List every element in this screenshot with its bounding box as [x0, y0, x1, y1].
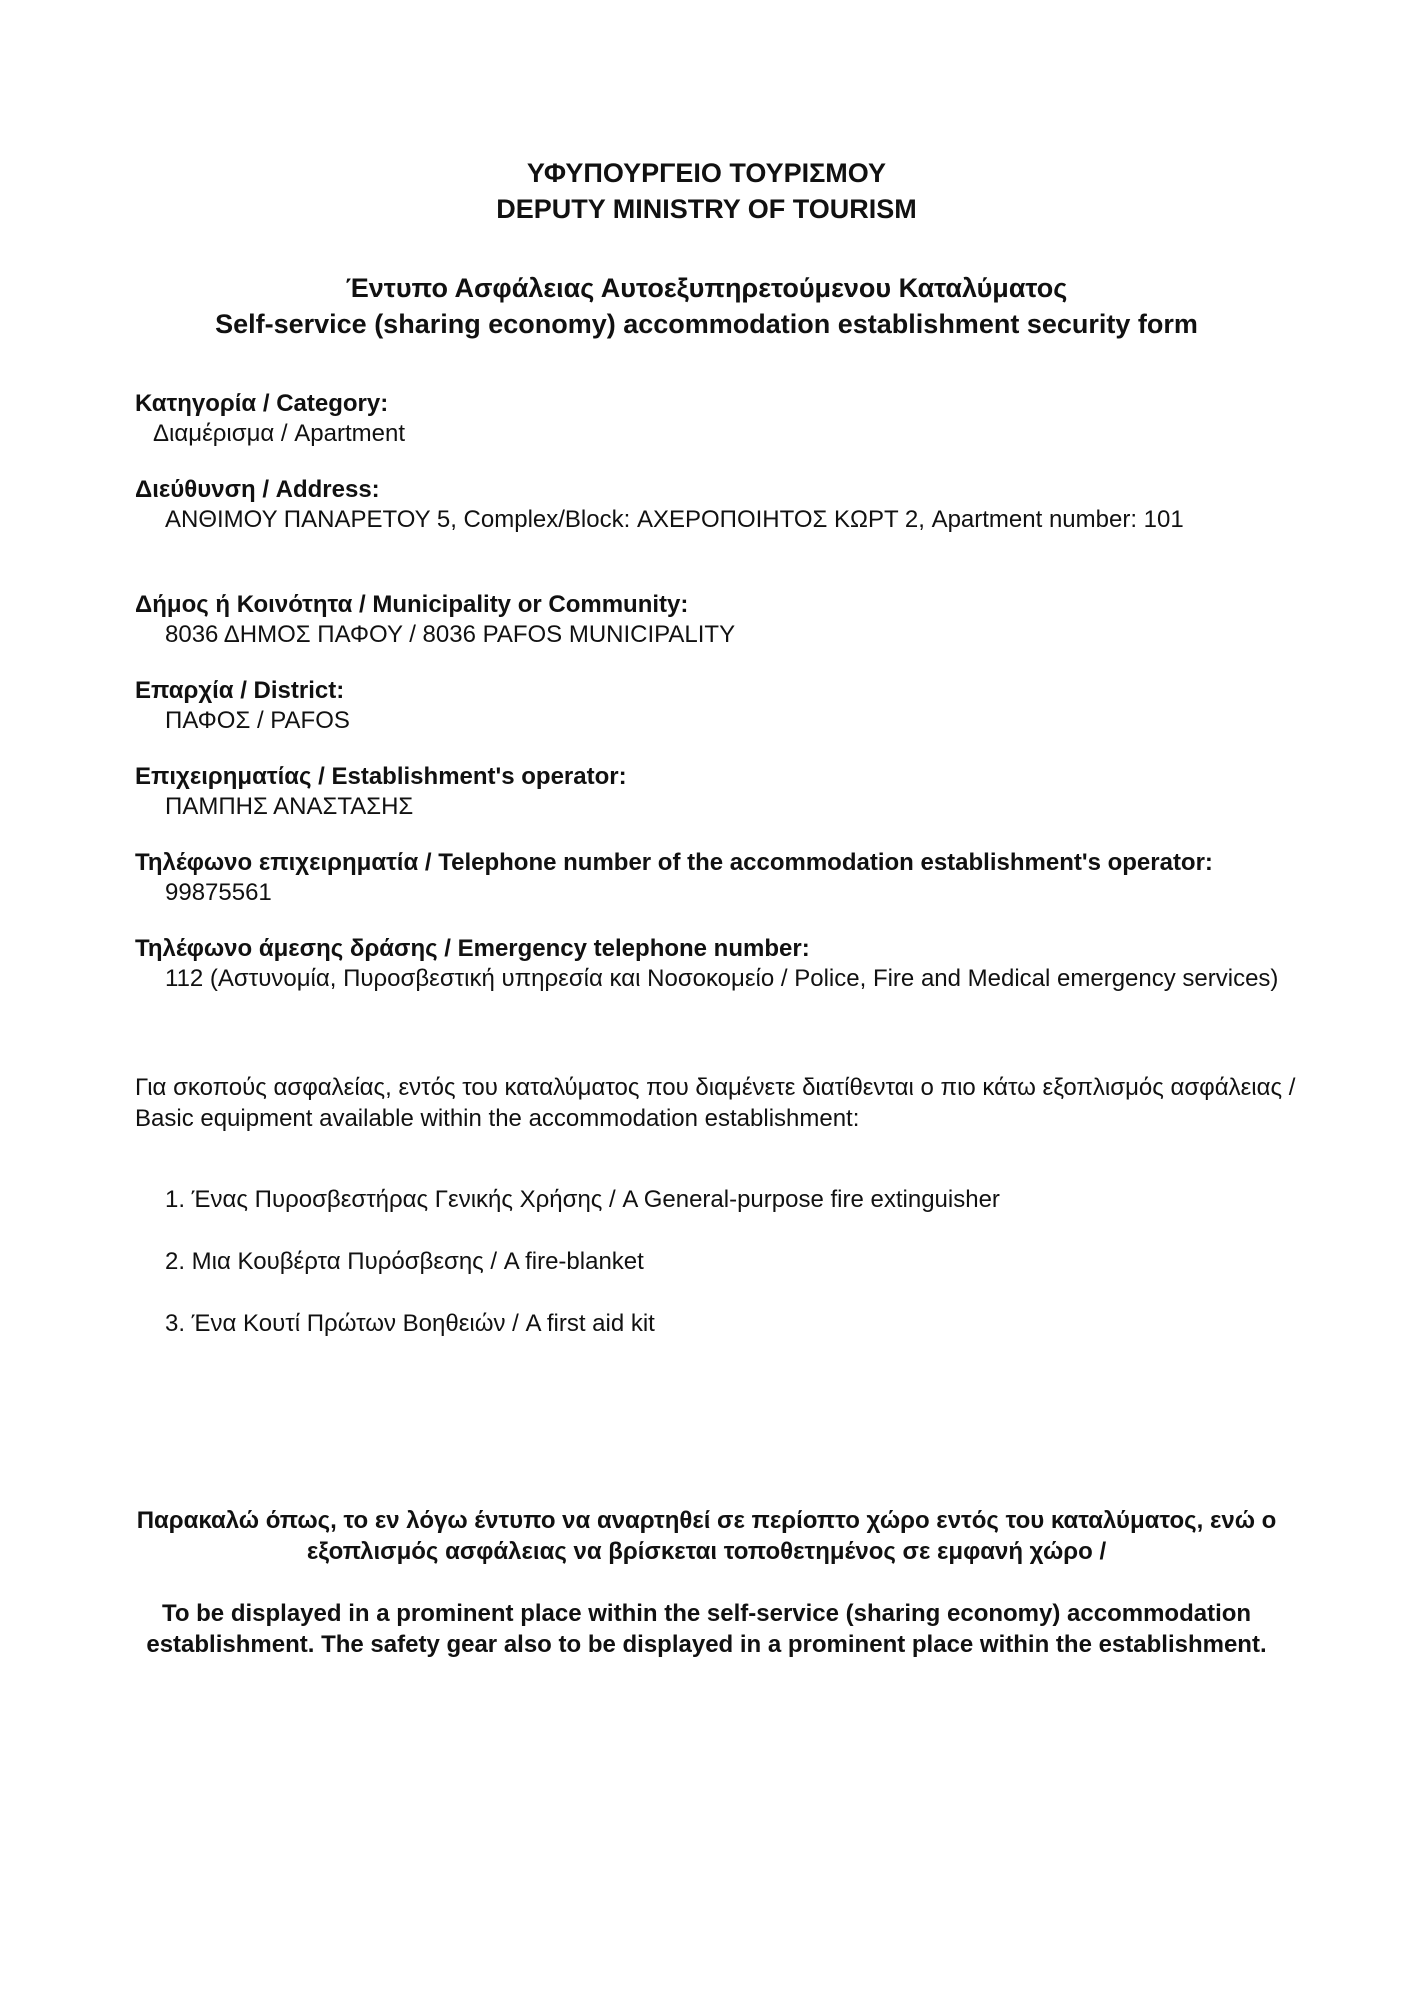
- ministry-name-greek: ΥΦΥΠΟΥΡΓΕΙΟ ΤΟΥΡΙΣΜΟΥ: [526, 158, 887, 188]
- category-value: Διαμέρισμα / Apartment: [153, 420, 405, 447]
- equipment-item-fire-blanket: 2. Μια Κουβέρτα Πυρόσβεσης / A fire-blanket: [165, 1248, 644, 1275]
- equipment-item-first-aid-kit: 3. Ένα Κουτί Πρώτων Βοηθειών / A first aid kit: [165, 1310, 655, 1337]
- municipality-label: Δήμος ή Κοινότητα / Municipality or Community:: [135, 591, 689, 618]
- display-notice-greek: Παρακαλώ όπως, το εν λόγω έντυπο να αναρτηθεί σε περίοπτο χώρο εντός του καταλύματος, ενώ ο εξοπλισμός ασφάλειας να βρίσκεται τοποθετημένος σε εμφανή χώρο /: [136, 1507, 1277, 1565]
- operator-label: Επιχειρηματίας / Establishment's operator:: [135, 763, 627, 790]
- emergency-phone-value: 112 (Αστυνομία, Πυροσβεστική υπηρεσία και Νοσοκομείο / Police, Fire and Medical emergency services): [165, 965, 1279, 992]
- ministry-name-english: DEPUTY MINISTRY OF TOURISM: [496, 194, 917, 224]
- equipment-intro: Για σκοπούς ασφαλείας, εντός του καταλύματος που διαμένετε διατίθενται ο πιο κάτω εξοπλισμός ασφάλειας / Basic equipment available within the accommodation establishment:: [135, 1074, 1296, 1132]
- district-value: ΠΑΦΟΣ / PAFOS: [165, 707, 350, 734]
- category-label: Κατηγορία / Category:: [135, 390, 389, 417]
- operator-field: [135, 762, 1315, 822]
- district-label: Επαρχία / District:: [135, 677, 345, 704]
- operator-phone-field: [135, 848, 1315, 908]
- category-field: [135, 389, 1315, 449]
- ministry-header: [0, 155, 1413, 227]
- operator-phone-label: Τηλέφωνο επιχειρηματία / Telephone number of the accommodation establishment's operator:: [135, 849, 1213, 876]
- form-title-english: Self-service (sharing economy) accommodation establishment security form: [215, 309, 1198, 339]
- municipality-field: [135, 590, 1315, 650]
- address-field: [135, 475, 1315, 535]
- equipment-list: [165, 1185, 1000, 1371]
- form-title: [0, 270, 1413, 342]
- form-title-greek: Έντυπο Ασφάλειας Αυτοεξυπηρετούμενου Καταλύματος: [345, 273, 1068, 303]
- operator-phone-value: 99875561: [165, 879, 272, 906]
- district-field: [135, 676, 1315, 736]
- operator-value: ΠΑΜΠΗΣ ΑΝΑΣΤΑΣΗΣ: [165, 793, 414, 820]
- address-label: Διεύθυνση / Address:: [135, 476, 380, 503]
- equipment-item-fire-extinguisher: 1. Ένας Πυροσβεστήρας Γενικής Χρήσης / A General-purpose fire extinguisher: [165, 1186, 1000, 1213]
- address-value: ΑΝΘΙΜΟΥ ΠΑΝΑΡΕΤΟΥ 5, Complex/Block: ΑΧΕΡΟΠΟΙΗΤΟΣ ΚΩΡΤ 2, Apartment number: 101: [165, 506, 1184, 533]
- display-notice-english: To be displayed in a prominent place within the self-service (sharing economy) accommodation establishment. The safety gear also to be displayed in a prominent place within the establishment.: [146, 1600, 1267, 1658]
- emergency-phone-label: Τηλέφωνο άμεσης δράσης / Emergency telephone number:: [135, 935, 810, 962]
- municipality-value: 8036 ΔΗΜΟΣ ΠΑΦΟΥ / 8036 PAFOS MUNICIPALITY: [165, 621, 736, 648]
- emergency-phone-field: [135, 934, 1285, 994]
